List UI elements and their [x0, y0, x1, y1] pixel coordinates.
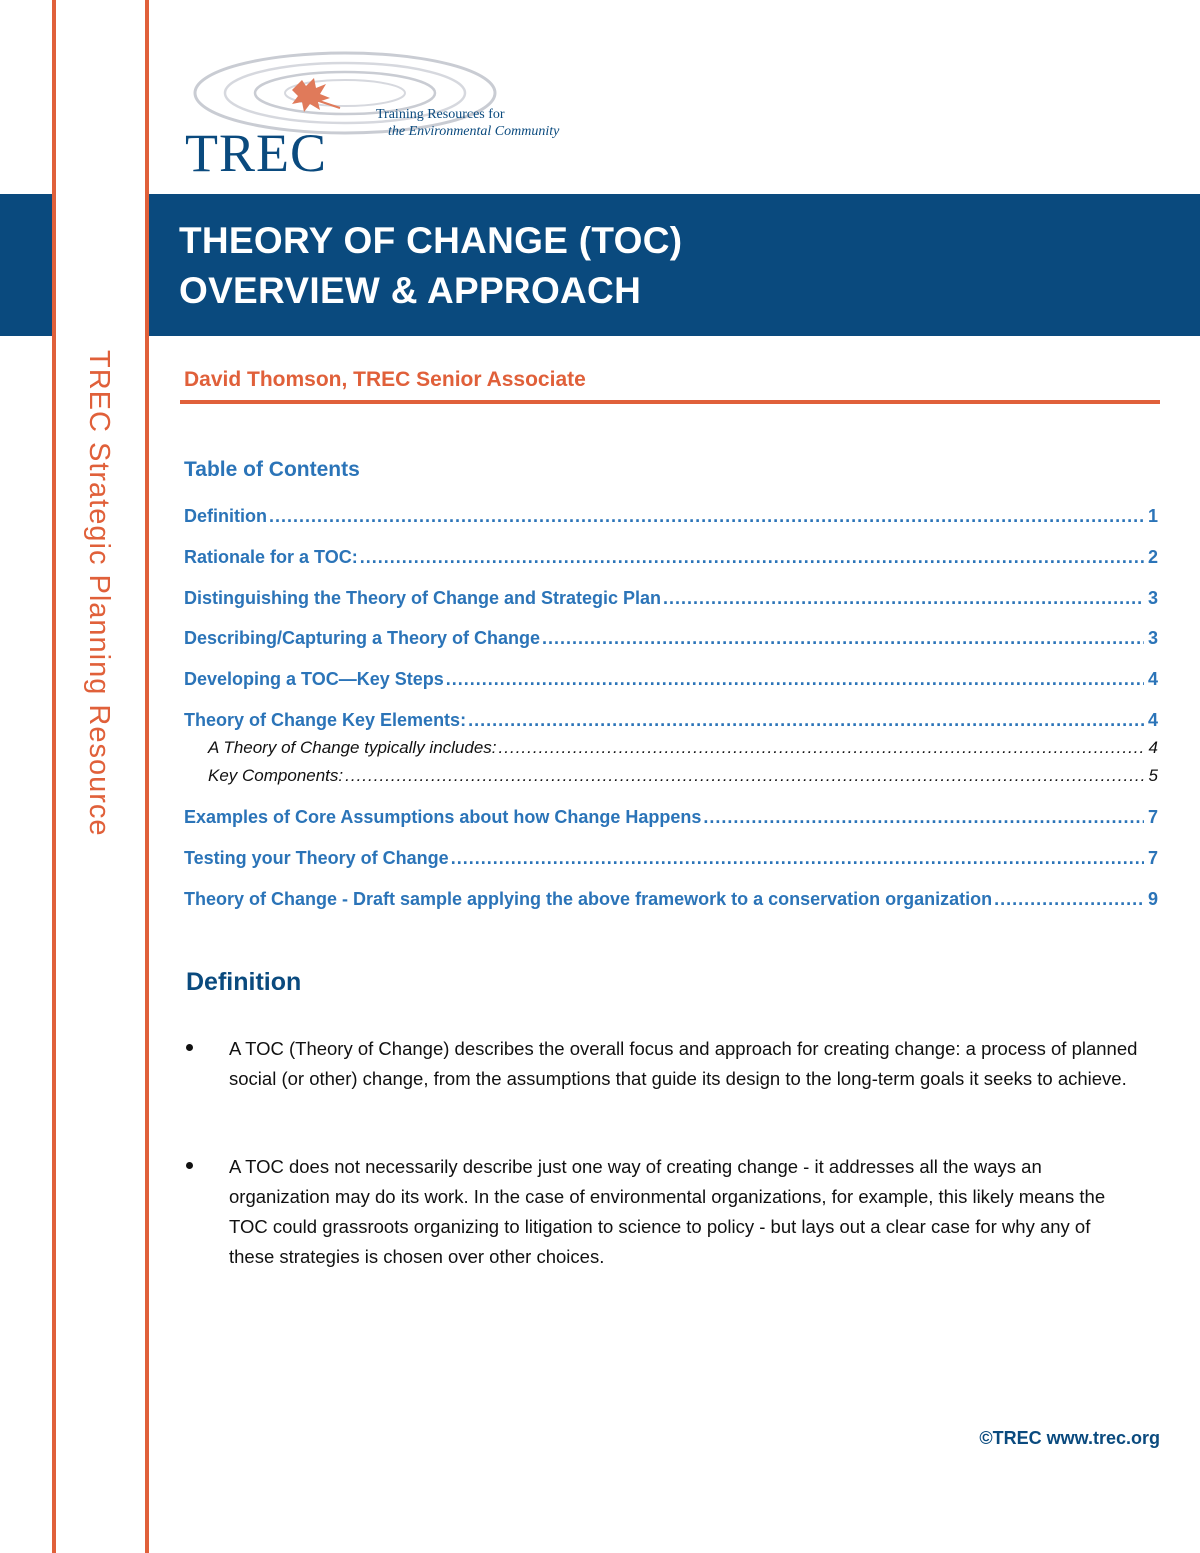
toc-entry-label: Rationale for a TOC:: [184, 547, 358, 567]
author-divider: [180, 400, 1160, 404]
toc-leader: [468, 710, 1144, 731]
left-margin-rule: [52, 0, 56, 1553]
toc-entry-label: Theory of Change - Draft sample applying the above framework to a conservation organization: [184, 889, 993, 909]
title-line-2: OVERVIEW & APPROACH: [179, 270, 642, 311]
toc-entry-page: 4: [1147, 710, 1158, 730]
toc-entry-page: 9: [1147, 889, 1158, 909]
bullet-icon: [186, 1044, 193, 1051]
toc-entry-page: 2: [1147, 547, 1158, 567]
title-banner: [149, 194, 1200, 336]
toc-entry-label: Describing/Capturing a Theory of Change: [184, 628, 541, 648]
toc-entry-page: 4: [1147, 669, 1158, 689]
banner-left-block: [0, 194, 52, 336]
toc-entry-describing[interactable]: [184, 628, 1158, 649]
toc-entry-label: Definition: [184, 506, 267, 526]
logo-tagline-line2: the Environmental Community: [388, 124, 560, 139]
toc-entry-page: 5: [1148, 766, 1158, 785]
definition-heading: Definition: [186, 968, 302, 996]
toc-entry-key-elements[interactable]: [184, 710, 1158, 731]
bullet-text: A TOC does not necessarily describe just one way of creating change - it addresses all the ways an organization may do its work. In the case of environmental organizations, for example, this likely means the TOC could grassroots organizing to litigation to science to policy - but lays out a clear case for why any of these strategies is chosen over other choices.: [229, 1156, 1106, 1267]
toc-entry-developing[interactable]: [184, 669, 1158, 690]
toc-entry-draft-sample[interactable]: [184, 889, 1158, 910]
toc-leader: [345, 766, 1144, 786]
document-title: [179, 216, 682, 316]
toc-leader: [499, 738, 1145, 758]
toc-entry-rationale[interactable]: [184, 547, 1158, 568]
toc-entry-label: Examples of Core Assumptions about how Change Happens: [184, 807, 702, 827]
toc-leader: [703, 807, 1144, 828]
toc-entry-label: A Theory of Change typically includes:: [208, 738, 497, 757]
bullet-icon: [186, 1162, 193, 1169]
toc-entry-label: Testing your Theory of Change: [184, 848, 449, 868]
toc-leader: [663, 588, 1144, 609]
toc-entry-page: 3: [1147, 588, 1158, 608]
toc-entry-label: Developing a TOC—Key Steps: [184, 669, 444, 689]
toc-leader: [360, 547, 1144, 568]
maple-leaf-icon: [292, 78, 340, 112]
toc-entry-page: 3: [1147, 628, 1158, 648]
toc-entry-label: Distinguishing the Theory of Change and Strategic Plan: [184, 588, 662, 608]
author-line: David Thomson, TREC Senior Associate: [184, 368, 586, 391]
bullet-text: A TOC (Theory of Change) describes the overall focus and approach for creating change: a process of planned social (or other) change, from the assumptions that guide its design to the long-term goals it seeks to achieve.: [229, 1038, 1138, 1089]
side-label: TREC Strategic Planning Resource: [83, 350, 115, 837]
toc-heading: Table of Contents: [184, 458, 360, 481]
toc-entry-key-components[interactable]: [184, 766, 1158, 786]
toc-entry-page: 7: [1147, 807, 1158, 827]
toc-entry-page: 4: [1148, 738, 1158, 757]
toc-entry-core-assumptions[interactable]: [184, 807, 1158, 828]
toc-entry-typically-includes[interactable]: [184, 738, 1158, 758]
toc-entry-page: 1: [1147, 506, 1158, 526]
toc-entry-definition[interactable]: [184, 506, 1158, 527]
logo-tagline: [376, 106, 559, 140]
toc-entry-testing[interactable]: [184, 848, 1158, 869]
toc-entry-label: Theory of Change Key Elements:: [184, 710, 467, 730]
toc-entry-distinguishing[interactable]: [184, 588, 1158, 609]
title-line-1: THEORY OF CHANGE (TOC): [179, 220, 683, 261]
toc-entry-page: 7: [1147, 848, 1158, 868]
toc-leader: [994, 889, 1144, 910]
footer-copyright: ©TREC www.trec.org: [979, 1428, 1160, 1448]
logo-tagline-line1: Training Resources for: [376, 107, 505, 122]
logo-wordmark: TREC: [185, 123, 328, 183]
toc-entry-label: Key Components:: [208, 766, 344, 785]
toc-leader: [269, 506, 1144, 527]
toc-leader: [451, 848, 1144, 869]
trec-logo: [180, 48, 580, 183]
toc-leader: [446, 669, 1144, 690]
toc-leader: [542, 628, 1144, 649]
